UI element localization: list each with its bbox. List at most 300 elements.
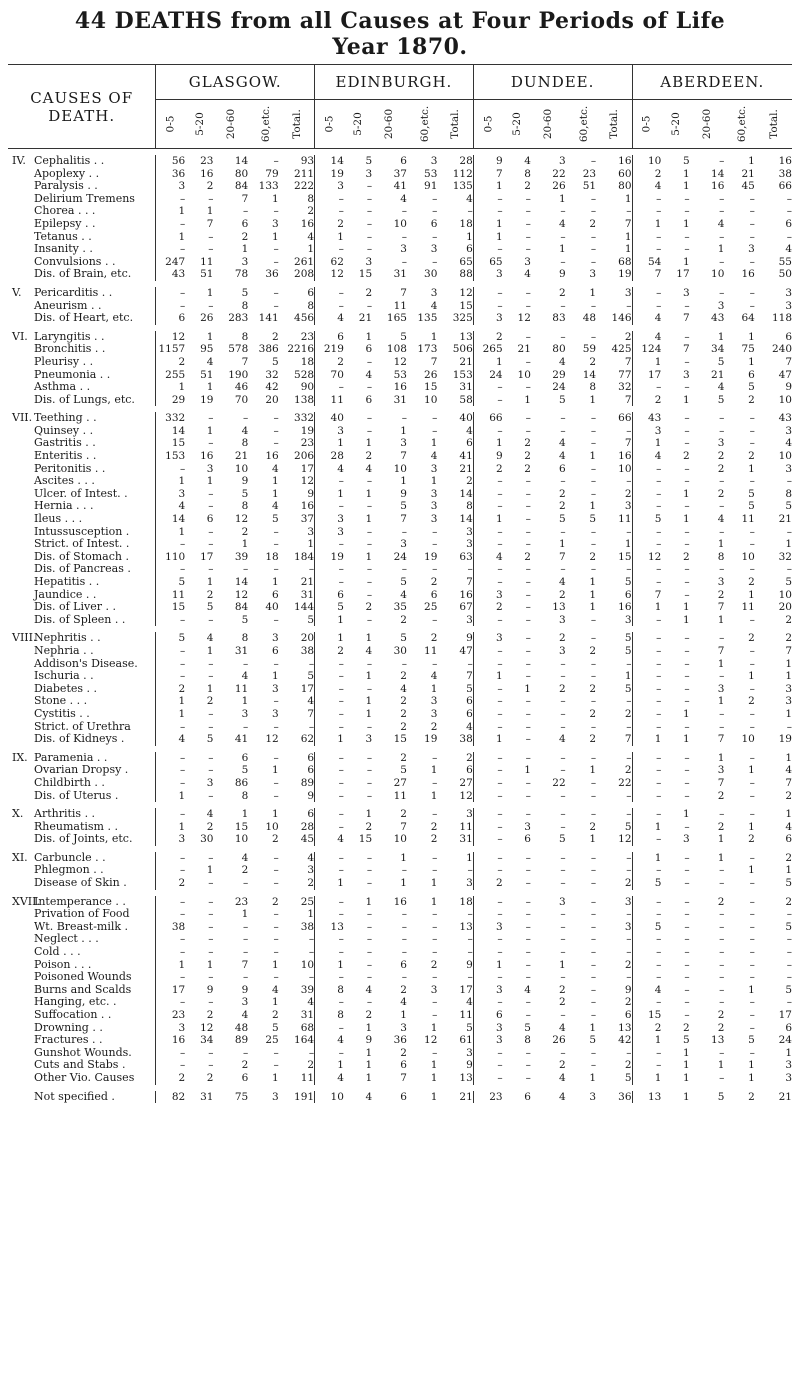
value-cell: 1	[682, 167, 690, 180]
period-label: Total.	[449, 109, 462, 139]
value-cell: 1	[206, 644, 214, 657]
value-cell: –	[684, 682, 690, 695]
table-row	[8, 256, 792, 269]
value-cell: –	[432, 424, 438, 437]
value-cell: 5	[785, 877, 792, 890]
value-cell: 1	[206, 381, 214, 394]
value-cell: –	[315, 946, 344, 959]
value-cell: 7	[682, 312, 690, 325]
value-cell: 2	[717, 820, 725, 833]
value-cell: 4	[307, 996, 315, 1009]
table-row	[8, 1059, 792, 1072]
value-cell: 1	[430, 1071, 438, 1084]
value-cell: 3	[589, 268, 597, 281]
value-cell: 506	[452, 343, 473, 356]
value-cell: 2	[365, 601, 373, 614]
value-cell: 39	[300, 983, 315, 996]
value-cell: 1	[241, 538, 249, 551]
value-cell: 13	[632, 1091, 661, 1104]
value-cell: –	[473, 394, 502, 407]
value-cell: 84	[234, 180, 249, 193]
value-cell: 3	[785, 462, 792, 475]
value-cell: –	[632, 683, 661, 696]
value-cell: 1	[473, 437, 502, 450]
cause-name: Dis. of Kidneys .	[34, 733, 125, 746]
value-cell: 21	[358, 312, 373, 325]
value-cell: 9	[624, 983, 632, 996]
value-cell: 9	[307, 487, 315, 500]
value-cell: 31	[393, 268, 407, 281]
value-cell: 4	[524, 983, 531, 996]
value-cell: 34	[711, 343, 725, 356]
value-cell: –	[179, 217, 186, 230]
value-cell: 1	[717, 851, 725, 864]
value-cell: 93	[300, 155, 315, 167]
value-cell: 1	[466, 851, 473, 864]
value-cell: 10	[778, 393, 792, 406]
value-cell: 1	[178, 958, 186, 971]
value-cell: 10	[741, 550, 755, 563]
value-cell: –	[467, 563, 473, 576]
value-cell: –	[208, 789, 214, 802]
value-cell: 32	[265, 368, 279, 381]
value-cell: 3	[558, 613, 566, 626]
value-cell: 12	[459, 286, 473, 299]
value-cell: 15	[171, 437, 186, 450]
value-cell: 1	[717, 613, 725, 626]
value-cell: 1	[589, 1021, 597, 1034]
value-cell: 36	[171, 167, 186, 180]
value-cell: –	[315, 563, 344, 576]
value-cell: –	[366, 538, 373, 551]
value-cell: 21	[778, 1090, 792, 1103]
value-cell: 11	[618, 513, 632, 526]
value-cell: –	[684, 764, 690, 777]
value-cell: –	[632, 231, 661, 244]
value-cell: 28	[300, 820, 315, 833]
table-row	[8, 576, 792, 589]
value-cell: 10	[393, 462, 407, 475]
value-cell: 12	[459, 789, 473, 802]
value-cell: 21	[778, 513, 792, 526]
value-cell: 41	[234, 733, 249, 746]
value-cell: –	[473, 833, 502, 846]
value-cell: 42	[265, 381, 279, 394]
value-cell: –	[632, 790, 661, 803]
value-cell: –	[366, 958, 373, 971]
value-cell: –	[179, 670, 186, 683]
value-cell: 2	[272, 330, 279, 343]
value-cell: –	[315, 381, 344, 394]
value-cell: –	[684, 695, 690, 708]
value-cell: 14	[459, 487, 473, 500]
value-cell: –	[273, 243, 279, 256]
value-cell: –	[366, 751, 373, 764]
value-cell: 14	[582, 368, 597, 381]
value-cell: 6	[315, 589, 344, 602]
value-cell: 14	[234, 155, 249, 167]
cause-name: Dis. of Spleen . .	[34, 613, 126, 626]
value-cell: 2	[682, 1021, 690, 1034]
value-cell: –	[590, 908, 597, 921]
value-cell: –	[786, 475, 792, 488]
value-cell: –	[366, 525, 373, 538]
period-label: 60,etc.	[419, 105, 432, 143]
value-cell: 68	[618, 255, 632, 268]
value-cell: –	[632, 526, 661, 539]
value-cell: 23	[234, 895, 249, 908]
value-cell: –	[432, 933, 438, 946]
value-cell: 1	[430, 789, 438, 802]
value-cell: –	[366, 205, 373, 218]
value-cell: –	[273, 1046, 279, 1059]
value-cell: 10	[778, 588, 792, 601]
value-cell: 1	[178, 695, 186, 708]
value-cell: 3	[206, 462, 214, 475]
cause-name: Dis. of Lungs, etc.	[34, 393, 135, 406]
value-cell: –	[590, 192, 597, 205]
value-cell: 19	[315, 168, 344, 181]
value-cell: 1	[272, 808, 279, 821]
value-cell: 1	[241, 695, 249, 708]
value-cell: 108	[386, 343, 407, 356]
value-cell: 4	[315, 463, 344, 476]
value-cell: –	[626, 808, 632, 821]
cause-label	[8, 488, 156, 501]
value-cell: 1	[785, 670, 792, 683]
value-cell: –	[308, 946, 315, 959]
value-cell: –	[525, 538, 531, 551]
value-cell: 58	[459, 393, 473, 406]
value-cell: –	[684, 412, 690, 425]
value-cell: 3	[430, 707, 438, 720]
value-cell: –	[560, 877, 566, 890]
value-cell: –	[366, 381, 373, 394]
value-cell: –	[525, 751, 531, 764]
value-cell: 3	[365, 255, 373, 268]
value-cell: 3	[430, 513, 438, 526]
value-cell: 5	[178, 576, 186, 588]
value-cell: –	[473, 526, 502, 539]
value-cell: 7	[400, 820, 407, 833]
cause-name: Suffocation . .	[34, 1009, 112, 1021]
value-cell: 17	[632, 369, 661, 382]
value-cell: –	[366, 588, 373, 601]
value-cell: –	[525, 576, 531, 588]
value-cell: –	[626, 864, 632, 877]
value-cell: –	[684, 958, 690, 971]
value-cell: 4	[272, 983, 279, 996]
value-cell: 4	[717, 217, 725, 230]
table-row	[8, 437, 792, 450]
value-cell: –	[684, 500, 690, 513]
value-cell: 4	[241, 424, 249, 437]
value-cell: 11	[171, 588, 186, 601]
value-cell: –	[632, 563, 661, 576]
value-cell: 84	[234, 601, 249, 614]
value-cell: –	[684, 877, 690, 890]
value-cell: –	[632, 777, 661, 790]
value-cell: 2	[524, 180, 531, 193]
value-cell: 77	[618, 368, 632, 381]
causes-column-header: CAUSES OF DEATH.	[8, 65, 156, 149]
cause-label	[8, 777, 156, 790]
value-cell: –	[560, 563, 566, 576]
value-cell: 6	[466, 695, 473, 708]
period-header	[407, 100, 437, 149]
value-cell: –	[560, 720, 566, 733]
value-cell: 19	[618, 268, 632, 281]
value-cell: –	[525, 299, 531, 312]
value-cell: 3	[785, 424, 792, 437]
value-cell: –	[179, 971, 186, 984]
value-cell: 18	[459, 895, 473, 908]
value-cell: 62	[315, 256, 344, 269]
value-cell: 41	[459, 450, 473, 463]
value-cell: 4	[632, 312, 661, 325]
table-body	[8, 149, 792, 1104]
value-cell: 2	[315, 218, 344, 231]
value-cell: 7	[400, 1071, 407, 1084]
value-cell: 6	[748, 368, 755, 381]
value-cell: 4	[307, 230, 315, 243]
value-cell: –	[432, 205, 438, 218]
cause-label	[8, 369, 156, 382]
value-cell: –	[525, 1009, 531, 1021]
table-row	[8, 356, 792, 369]
value-cell: –	[719, 808, 725, 821]
value-cell: 2	[400, 983, 407, 996]
value-cell: 15	[424, 381, 438, 394]
value-cell: –	[590, 996, 597, 1009]
cause-name: Jaundice . .	[34, 588, 97, 601]
value-cell: 4	[785, 437, 792, 450]
value-cell: –	[473, 193, 502, 206]
value-cell: –	[179, 764, 186, 777]
cause-name: Teething . .	[34, 412, 97, 425]
value-cell: 95	[200, 343, 214, 356]
value-cell: 3	[717, 764, 725, 777]
value-cell: 1	[717, 330, 725, 343]
value-cell: 1	[206, 205, 214, 218]
value-cell: –	[273, 877, 279, 890]
cause-label	[8, 658, 156, 671]
value-cell: 1	[589, 500, 597, 513]
value-cell: 7	[717, 733, 725, 746]
value-cell: 7	[624, 217, 632, 230]
value-cell: 15	[618, 550, 632, 563]
value-cell: –	[525, 695, 531, 708]
value-cell: 17	[200, 550, 214, 563]
value-cell: –	[590, 751, 597, 764]
value-cell: –	[432, 613, 438, 626]
value-cell: –	[315, 752, 344, 765]
value-cell: –	[525, 500, 531, 513]
value-cell: –	[243, 971, 249, 984]
value-cell: –	[432, 230, 438, 243]
value-cell: 7	[717, 776, 725, 789]
value-cell: –	[632, 996, 661, 1009]
value-cell: –	[208, 720, 214, 733]
value-cell: –	[632, 538, 661, 551]
period-header	[156, 100, 185, 149]
value-cell: 6	[473, 1009, 502, 1022]
value-cell: –	[525, 1046, 531, 1059]
value-cell: 2	[632, 394, 661, 407]
value-cell: –	[749, 920, 755, 933]
value-cell: 4	[558, 1021, 566, 1034]
value-cell: 2	[785, 789, 792, 802]
value-cell: –	[560, 230, 566, 243]
period-label: 0-5	[640, 115, 653, 133]
value-cell: 13	[459, 1071, 473, 1084]
value-cell: 9	[558, 268, 566, 281]
value-cell: 5	[524, 1021, 531, 1034]
cause-name: Dis. of Joints, etc.	[34, 833, 133, 846]
value-cell: 36	[265, 268, 279, 281]
value-cell: –	[315, 193, 344, 206]
value-cell: –	[749, 682, 755, 695]
value-cell: –	[467, 971, 473, 984]
value-cell: –	[401, 412, 407, 425]
value-cell: –	[590, 1009, 597, 1021]
value-cell: 11	[741, 601, 755, 614]
value-cell: 1	[365, 632, 373, 645]
value-cell: 3	[682, 286, 690, 299]
value-cell: 1	[307, 243, 315, 256]
value-cell: 5	[624, 576, 632, 588]
value-cell: 4	[466, 720, 473, 733]
value-cell: 2	[400, 751, 407, 764]
value-cell: –	[473, 576, 502, 589]
value-cell: –	[366, 971, 373, 984]
value-cell: 2	[589, 820, 597, 833]
value-cell: 7	[558, 550, 566, 563]
value-cell: 38	[459, 733, 473, 746]
value-cell: 24	[778, 1034, 792, 1047]
value-cell: 1	[717, 833, 725, 846]
period-label: 0-5	[323, 115, 336, 133]
value-cell: –	[632, 670, 661, 683]
value-cell: 39	[234, 550, 249, 563]
value-cell: 3	[624, 286, 632, 299]
value-cell: –	[560, 205, 566, 218]
value-cell: 22	[552, 167, 566, 180]
value-cell: –	[719, 500, 725, 513]
table-row	[8, 205, 792, 218]
cause-name: Burns and Scalds	[34, 983, 132, 996]
cause-name: Pleurisy . .	[34, 355, 94, 368]
period-label: 5-20	[669, 112, 682, 136]
value-cell: 3	[785, 299, 792, 312]
value-cell: 4	[315, 1034, 344, 1047]
value-cell: 8	[241, 632, 249, 645]
value-cell: –	[473, 287, 502, 300]
value-cell: 1	[748, 462, 755, 475]
value-cell: –	[315, 205, 344, 218]
value-cell: 1	[178, 205, 186, 218]
value-cell: –	[749, 563, 755, 576]
value-cell: 2	[206, 1071, 214, 1084]
value-cell: 4	[785, 764, 792, 777]
value-cell: 173	[417, 343, 438, 356]
value-cell: 17	[459, 983, 473, 996]
value-cell: 2	[430, 576, 438, 588]
value-cell: 6	[430, 588, 438, 601]
value-cell: 2	[315, 645, 344, 658]
value-cell: 15	[358, 268, 373, 281]
table-row	[8, 821, 792, 834]
value-cell: 4	[400, 588, 407, 601]
value-cell: 5	[241, 613, 249, 626]
value-cell: 12	[171, 330, 186, 343]
value-cell: 1	[748, 983, 755, 996]
value-cell: 23	[473, 1091, 502, 1104]
value-cell: –	[560, 299, 566, 312]
value-cell: 2	[589, 550, 597, 563]
value-cell: 3	[178, 180, 186, 193]
value-cell: 83	[552, 312, 566, 325]
value-cell: –	[749, 538, 755, 551]
value-cell: 46	[234, 381, 249, 394]
value-cell: 2	[785, 632, 792, 645]
value-cell: –	[525, 877, 531, 890]
value-cell: –	[473, 614, 502, 627]
value-cell: –	[632, 1047, 661, 1060]
value-cell: 4	[430, 450, 438, 463]
value-cell: 1	[206, 576, 214, 588]
value-cell: 1	[473, 231, 502, 244]
cause-label	[8, 193, 156, 206]
cause-name: Nephritis . .	[34, 632, 101, 645]
value-cell: 9	[365, 1034, 373, 1047]
cause-name: Carbuncle . .	[34, 851, 106, 864]
period-label: 20-60	[542, 108, 555, 140]
value-cell: –	[590, 487, 597, 500]
group-numeral: VIII.	[12, 632, 37, 645]
value-cell: –	[684, 563, 690, 576]
value-cell: –	[366, 563, 373, 576]
cause-label	[8, 1059, 156, 1072]
value-cell: –	[525, 513, 531, 526]
value-cell: –	[749, 286, 755, 299]
value-cell: –	[719, 971, 725, 984]
value-cell: –	[315, 764, 344, 777]
period-header	[248, 100, 278, 149]
cause-label	[8, 908, 156, 921]
city-dundee: DUNDEE.	[473, 65, 632, 100]
value-cell: 15	[459, 299, 473, 312]
value-cell: –	[525, 205, 531, 218]
value-cell: 153	[452, 368, 473, 381]
value-cell: 11	[459, 820, 473, 833]
value-cell: –	[632, 764, 661, 777]
value-cell: 3	[473, 984, 502, 997]
cause-label	[8, 300, 156, 313]
value-cell: –	[525, 475, 531, 488]
value-cell: –	[208, 908, 214, 921]
value-cell: –	[208, 412, 214, 425]
value-cell: –	[749, 720, 755, 733]
value-cell: 23	[300, 437, 315, 450]
value-cell: –	[273, 720, 279, 733]
value-cell: –	[432, 1046, 438, 1059]
value-cell: 2	[272, 1009, 279, 1021]
page-title: 44 DEATHS from all Causes at Four Periods of Life	[74, 8, 726, 34]
value-cell: –	[525, 588, 531, 601]
value-cell: 1	[558, 243, 566, 256]
value-cell: –	[786, 996, 792, 1009]
